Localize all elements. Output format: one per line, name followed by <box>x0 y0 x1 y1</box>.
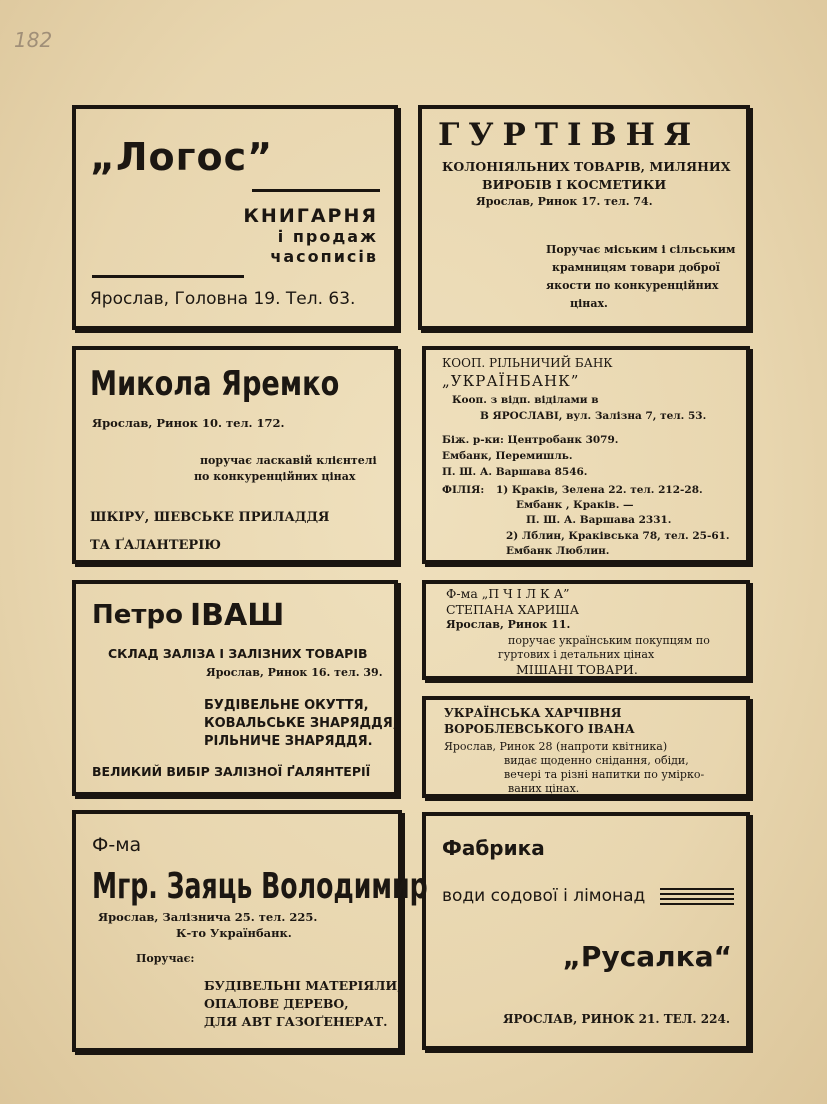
zayats-g1: БУДІВЕЛЬНІ МАТЕРІЯЛИ, <box>204 978 402 993</box>
rusalka-deco-line-2 <box>660 893 734 895</box>
bank-line4: В ЯРОСЛАВІ, вул. Залізна 7, тел. 53. <box>480 410 707 422</box>
hurtivnia-desc4: цінах. <box>570 297 608 310</box>
logos-name: „Логос” <box>90 135 274 179</box>
logos-line3: часописів <box>270 247 378 266</box>
rusalka-line2: води содової і лімонад <box>442 886 646 906</box>
kharchivnia-desc1: видає щоденно снідання, обіди, <box>504 754 689 767</box>
kharchivnia-line2: ВОРОБЛЕВСЬКОГО ІВАНА <box>444 722 635 736</box>
ivash-footer: ВЕЛИКИЙ ВИБІР ЗАЛІЗНОЇ ҐАЛЯНТЕРІЇ <box>92 764 371 779</box>
ivash-ad <box>72 580 398 796</box>
rusalka-address: ЯРОСЛАВ, РИНОК 21. ТЕЛ. 224. <box>502 1012 730 1026</box>
rusalka-deco-line-1 <box>660 888 734 890</box>
rusalka-title: Фабрика <box>442 836 545 860</box>
hurtivnia-ad <box>418 105 750 330</box>
yaremko-goods1: ШКІРУ, ШЕВСЬКЕ ПРИЛАДДЯ <box>90 510 330 525</box>
hurtivnia-address: Ярослав, Ринок 17. тел. 74. <box>476 195 653 208</box>
logos-address: Ярослав, Головна 19. Тел. 63. <box>90 289 356 309</box>
zayats-prefix: Ф-ма <box>92 834 142 856</box>
hurtivnia-desc3: якости по конкуренційних <box>546 279 719 292</box>
bank-acc2: Ембанк, Перемишль. <box>442 450 573 462</box>
ivash-line1: СКЛАД ЗАЛІЗА І ЗАЛІЗНИХ ТОВАРІВ <box>108 646 368 661</box>
ivash-g3: РІЛЬНИЧЕ ЗНАРЯДДЯ. <box>204 734 373 749</box>
ivash-g1: БУДІВЕЛЬНЕ ОКУТТЯ, <box>204 698 369 713</box>
kharchivnia-ad <box>422 696 750 798</box>
kharchivnia-desc3: ваних цінах. <box>508 782 580 795</box>
yaremko-ad <box>72 346 398 564</box>
yaremko-desc2: по конкуренційних цінах <box>194 470 356 483</box>
bank-fil1a: 1) Краків, Зелена 22. тел. 212-28. <box>496 484 703 496</box>
pchilka-line1: Ф-ма „П Ч І Л К А” <box>446 586 570 601</box>
zayats-account: К-то Українбанк. <box>176 926 292 940</box>
logos-line1: КНИГАРНЯ <box>243 205 378 227</box>
logos-ad <box>72 105 398 330</box>
pchilka-line2: СТЕПАНА ХАРИША <box>446 602 580 617</box>
zayats-label: Поручає: <box>136 952 195 965</box>
rusalka-deco-line-3 <box>660 898 734 900</box>
zayats-ad <box>72 810 428 1052</box>
pchilka-desc1: поручає українським покупцям по <box>508 634 710 647</box>
bank-fil2b: Ембанк Люблин. <box>506 545 610 557</box>
ivash-address: Ярослав, Ринок 16. тел. 39. <box>206 666 383 679</box>
pchilka-line3: Ярослав, Ринок 11. <box>446 618 571 631</box>
rusalka-deco-line-4 <box>660 903 734 905</box>
bank-fil1c: П. Ш. А. Варшава 2331. <box>526 514 672 526</box>
yaremko-name: Микола Яремко <box>90 364 340 404</box>
kharchivnia-desc2: вечері та різні напитки по уміркo- <box>504 768 705 781</box>
yaremko-desc1: поручає ласкавій клієнтелі <box>200 454 377 467</box>
yaremko-goods2: ТА ҐАЛАНТЕРІЮ <box>90 538 222 553</box>
hurtivnia-title: ГУРТІВНЯ <box>438 117 701 153</box>
yaremko-address: Ярослав, Ринок 10. тел. 172. <box>92 416 285 430</box>
logos-rule-bottom <box>92 275 244 278</box>
pchilka-ad <box>422 580 750 680</box>
ivash-g2: КОВАЛЬСЬКЕ ЗНАРЯДДЯ, <box>204 716 398 731</box>
bank-fil2a: 2) Лблин, Краківська 78, тел. 25-61. <box>506 530 730 542</box>
bank-filia-label: ФІЛІЯ: <box>442 484 485 496</box>
hurtivnia-line2: ВИРОБІВ І КОСМЕТИКИ <box>482 177 667 192</box>
hurtivnia-desc1: Поручає міським і сільським <box>546 243 736 256</box>
bank-acc3: П. Ш. А. Варшава 8546. <box>442 466 588 478</box>
page-number: 182 <box>14 28 53 52</box>
hurtivnia-line1: КОЛОНІЯЛЬНИХ ТОВАРІВ, МИЛЯНИХ <box>442 159 731 174</box>
bank-line3: Кооп. з відп. віділами в <box>452 394 599 406</box>
bank-acc1: Біж. р-ки: Центробанк 3079. <box>442 434 619 446</box>
rusalka-name: „Русалка“ <box>562 940 732 973</box>
rusalka-ad <box>422 812 750 1050</box>
zayats-address: Ярослав, Залізнича 25. тел. 225. <box>98 910 318 924</box>
bank-line1: КООП. РІЛЬНИЧИЙ БАНК <box>442 356 613 370</box>
ivash-name2: ІВАШ <box>190 598 285 633</box>
zayats-g2: ОПАЛОВЕ ДЕРЕВО, <box>204 996 349 1011</box>
bank-fil1b: Ембанк , Краків. — <box>516 499 634 511</box>
zayats-g3: ДЛЯ АВТ ГАЗОҐЕНЕРАТ. <box>204 1014 388 1029</box>
hurtivnia-desc2: крамницям товари доброї <box>552 261 720 274</box>
bank-name: „УКРАЇНБАНК” <box>442 372 580 390</box>
pchilka-desc2: гуртових і детальних цінах <box>498 648 655 661</box>
zayats-name: Мгр. Заяць Володимир <box>92 866 428 907</box>
kharchivnia-line3: Ярослав, Ринок 28 (напроти квітника) <box>444 740 668 753</box>
ivash-name1: Петро <box>92 600 183 630</box>
pchilka-desc3: МІШАНІ ТОВАРИ. <box>516 662 638 677</box>
ukrainbank-ad <box>422 346 750 564</box>
logos-line2: і продаж <box>277 227 378 246</box>
logos-rule-top <box>252 189 380 192</box>
kharchivnia-line1: УКРАЇНСЬКА ХАРЧІВНЯ <box>444 706 622 720</box>
